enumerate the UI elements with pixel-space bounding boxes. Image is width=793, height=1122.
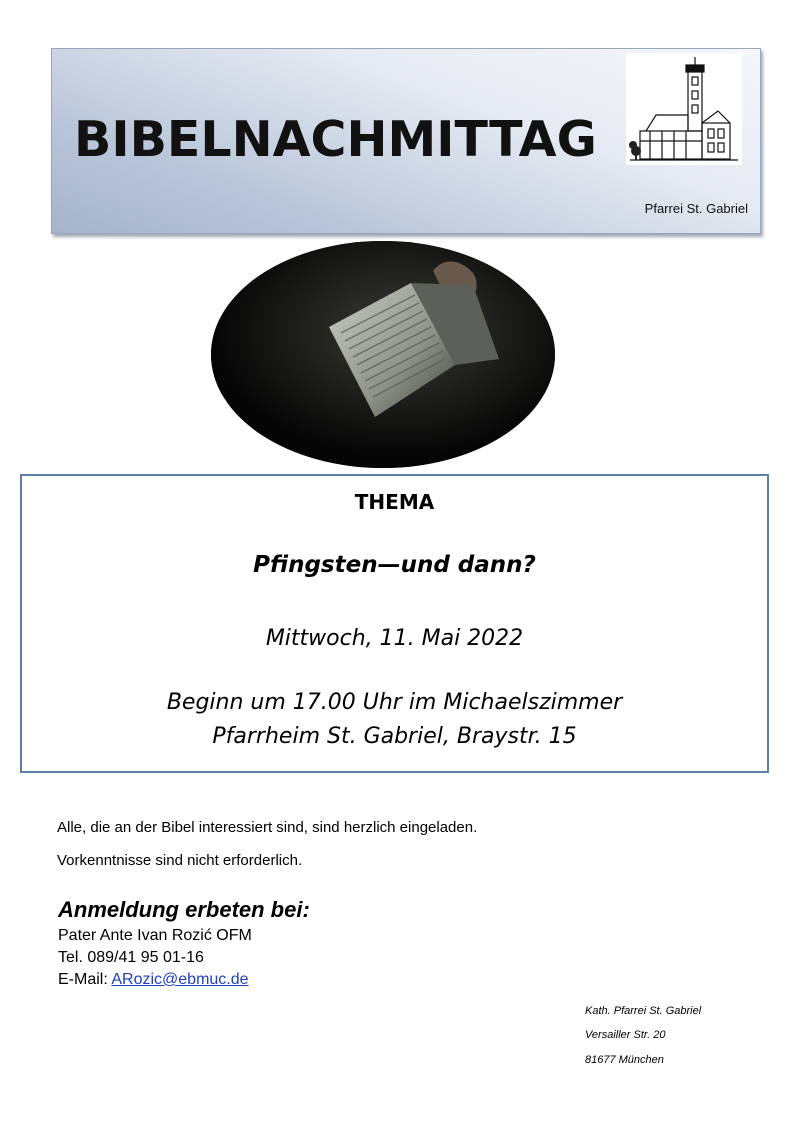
topic-box (20, 474, 769, 773)
event-date: Mittwoch, 11. Mai 2022 (265, 626, 524, 651)
header-banner (51, 48, 761, 234)
invitation-text: Alle, die an der Bibel interessiert sind, sind herzlich eingeladen. (57, 819, 478, 836)
address-line-1: Kath. Pfarrei St. Gabriel (585, 1005, 702, 1017)
address-line-3: 81677 München (585, 1054, 664, 1066)
contact-name: Pater Ante Ivan Rozić OFM (58, 927, 252, 944)
church-tower-icon (626, 53, 742, 165)
parish-name: Pfarrei St. Gabriel (644, 201, 748, 216)
open-bible-icon (211, 241, 555, 468)
contact-email-line (58, 971, 249, 989)
event-place: Pfarrheim St. Gabriel, Braystr. 15 (212, 724, 577, 749)
email-link[interactable]: ARozic@ebmuc.de (111, 971, 249, 988)
page-title: BIBELNACHMITTAG (74, 111, 597, 168)
contact-phone: Tel. 089/41 95 01-16 (58, 949, 204, 966)
registration-heading: Anmeldung erbeten bei: (58, 897, 310, 922)
prerequisites-text: Vorkenntnisse sind nicht erforderlich. (57, 852, 303, 869)
topic-label: THEMA (354, 490, 435, 514)
address-line-2: Versailler Str. 20 (585, 1029, 666, 1041)
topic-title: Pfingsten—und dann? (253, 552, 536, 578)
event-time: Beginn um 17.00 Uhr im Michaelszimmer (166, 690, 623, 715)
email-label: E-Mail: (58, 971, 112, 988)
